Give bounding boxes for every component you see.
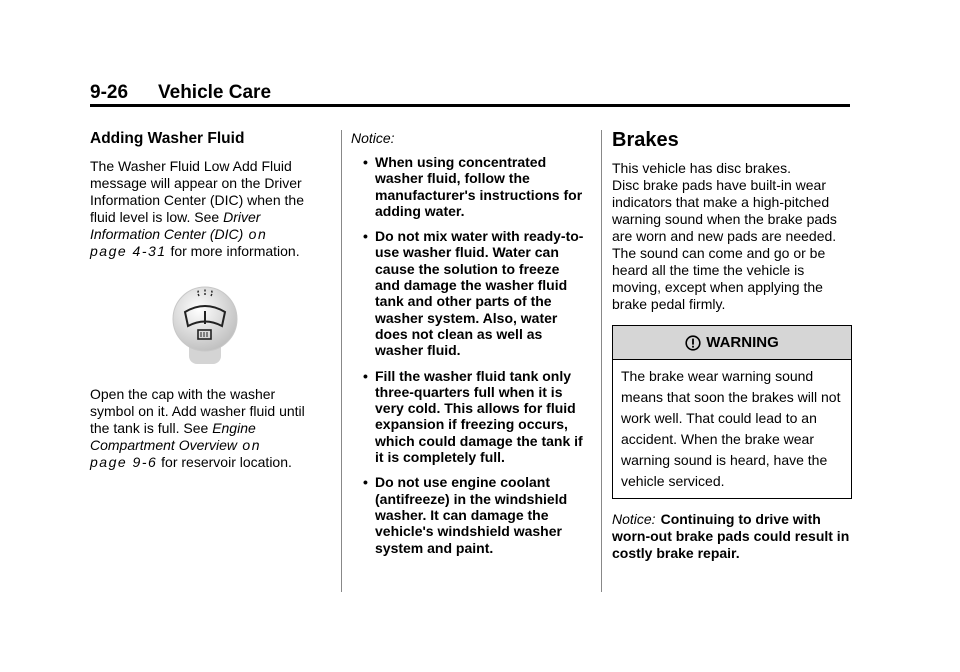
bullet-icon: •	[363, 154, 368, 170]
engine-compartment-link[interactable]: Engine Compartment Overview	[90, 420, 256, 453]
column-notice	[351, 120, 586, 565]
brakes-notice: Notice: Continuing to drive with worn-out brake pads could result in costly brake repair.	[612, 511, 850, 561]
column-divider	[341, 130, 342, 592]
notice-bullet-list	[351, 154, 586, 556]
column-washer-fluid	[90, 120, 322, 483]
list-item: • Do not mix water with ready-to-use washer fluid. Water can cause the solution to freeze and damage the washer fluid tank and other parts of the washer system. Also, water does not clean as well as washer fluid.	[363, 228, 584, 359]
list-item: • When using concentrated washer fluid, follow the manufacturer's instructions for adding water.	[363, 154, 583, 219]
washer-fluid-paragraph-2: Open the cap with the washer symbol on it. Add washer fluid until the tank is full. See Engine Compartment Overview on page 9-6 for reservoir location.	[90, 386, 305, 470]
dic-reference-link[interactable]: Driver Information Center (DIC)	[90, 209, 261, 242]
washer-fluid-paragraph-1: The Washer Fluid Low Add Fluid message will appear on the Driver Information Center (DIC) when the fluid level is low. See Driver Information Center (DIC) on page 4-31 for more information.	[90, 158, 304, 259]
brakes-paragraph-2: Disc brake pads have built-in wear indicators that make a high-pitched warning sound when the brake pads are worn and new pads are needed. The sound can come and go or be heard all the time the vehicle is moving, except when applying the brake pedal firmly.	[612, 177, 837, 312]
warning-header	[613, 326, 851, 360]
notice-label: Notice:	[612, 511, 656, 527]
bullet-icon: •	[363, 228, 368, 245]
brakes-heading: Brakes	[612, 129, 679, 151]
washer-fluid-heading: Adding Washer Fluid	[90, 130, 245, 147]
column-divider	[601, 130, 602, 592]
column-brakes	[612, 120, 852, 562]
warning-icon	[685, 335, 701, 351]
section-title: Vehicle Care	[158, 82, 272, 103]
engine-compartment-page-link[interactable]: page 9-6	[90, 454, 158, 470]
warning-box	[612, 325, 852, 499]
notice-label: Notice:	[351, 130, 395, 146]
bullet-icon: •	[363, 367, 368, 384]
list-item: • Fill the washer fluid tank only three-quarters full when it is very cold. This allows for fluid expansion if freezing occurs, which could damage the tank if it is completely full.	[363, 367, 583, 466]
washer-fluid-cap-icon	[172, 286, 238, 366]
page-number: 9-26	[90, 82, 129, 103]
bullet-icon: •	[363, 474, 368, 491]
warning-title: WARNING	[706, 334, 779, 351]
warning-text: The brake wear warning sound means that soon the brakes will not work well. That could lead to an accident. When the brake wear warning sound is heard, have the vehicle serviced.	[621, 368, 841, 489]
header-rule	[90, 104, 850, 107]
list-item: • Do not use engine coolant (antifreeze) in the windshield washer. It can damage the vehicle's windshield washer system and paint.	[363, 474, 568, 556]
dic-page-link[interactable]: page 4-31	[90, 243, 167, 259]
brakes-paragraph-1: This vehicle has disc brakes.	[612, 160, 791, 176]
